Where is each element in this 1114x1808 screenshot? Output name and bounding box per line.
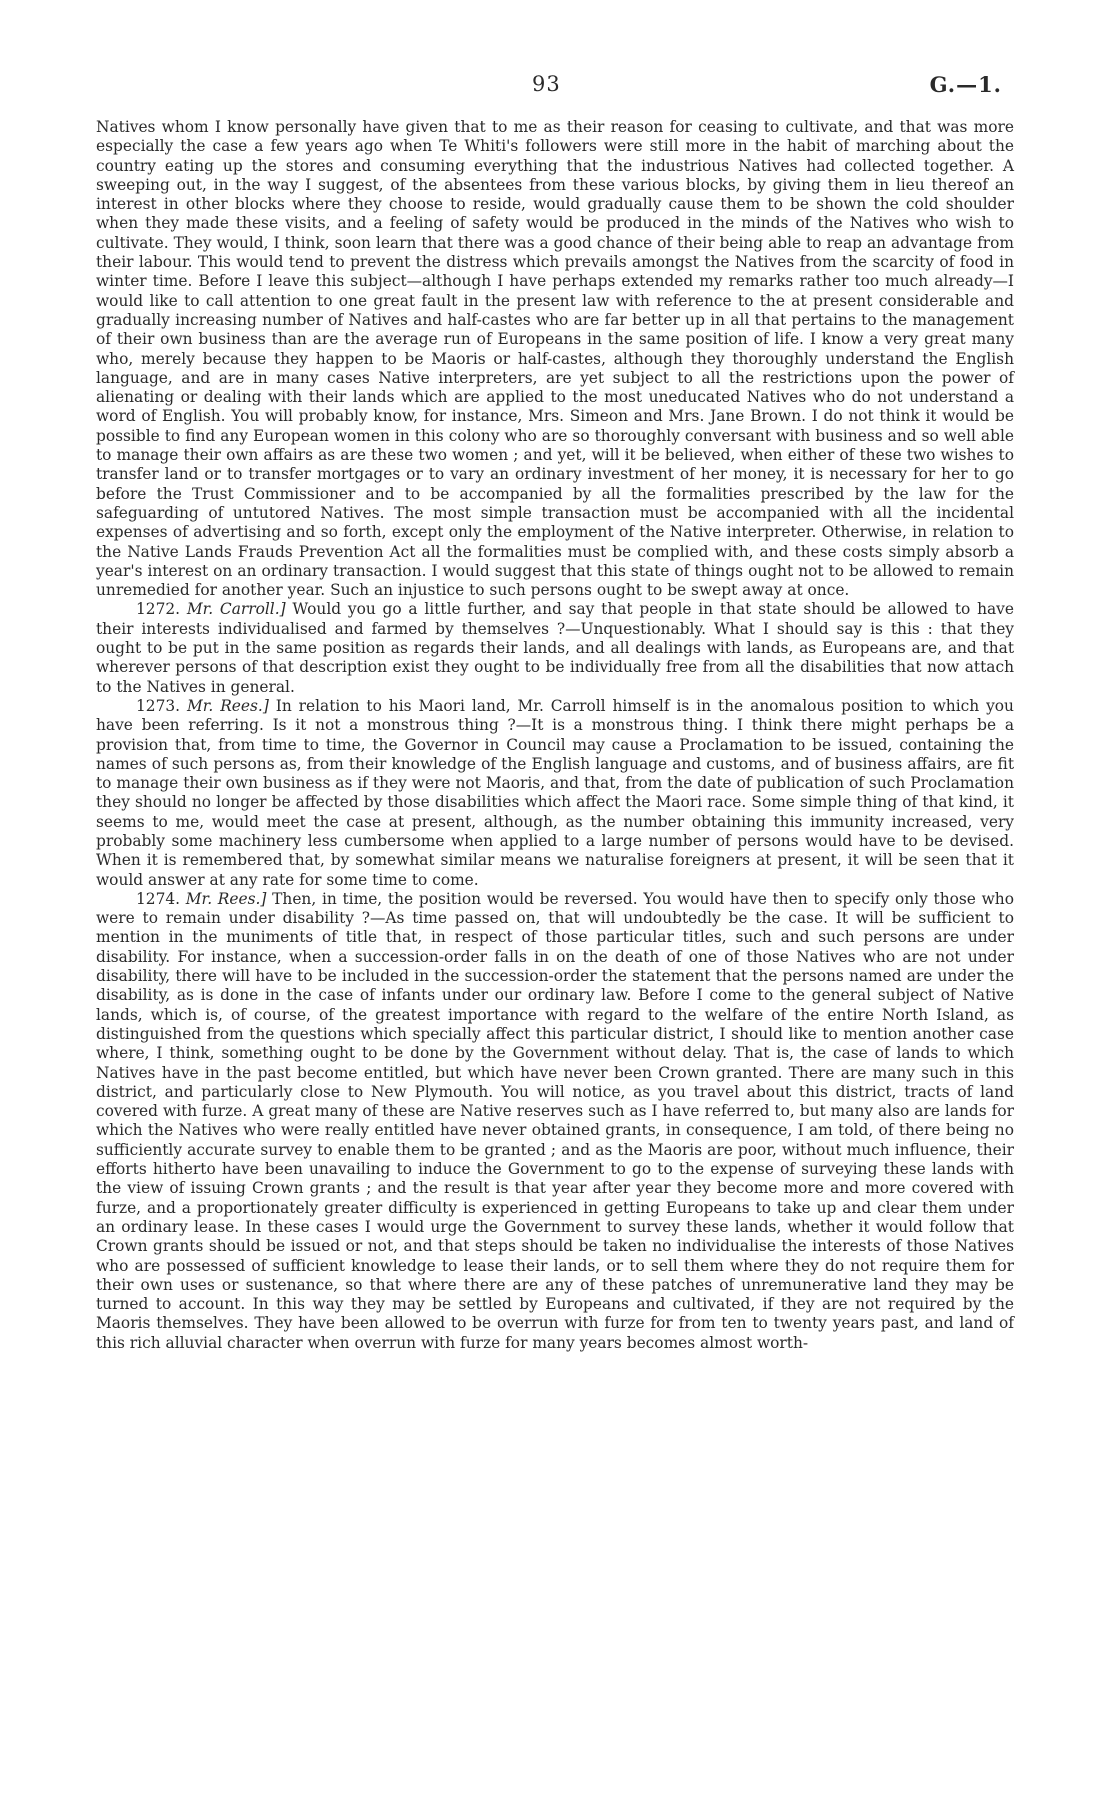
speaker-label: Mr. Carroll.] [186,600,286,619]
page-number: 93 [532,72,561,96]
paragraph-text: Then, in time, the position would be reversed. You would have then to specify only those who were to remain under disability ?—As time passed on, that will undoubtedly be the case. It will be sufficient to mention in the muniments of title that, in respect of those particular titles, such and such persons are under disability. For instance, when a succession-order falls in on the death of one of those Natives who are not under disability, there will have to be included in the succession-order the statement that the persons named are under the disability, as is done in the case of infants under our ordinary law. Before I come to the general subject of Native lands, which is, of course, of the greatest importance with regard to the welfare of the entire North Island, as distinguished from the questions which specially affect this particular district, I should like to mention another case where, I think, something ought to be done by the Government without delay. That is, the case of lands to which Natives have in the past become entitled, but which have never been Crown granted. There are many such in this district, and particularly close to New Plymouth. You will notice, as you travel about this district, tracts of land covered with furze. A great many of these are Native reserves such as I have referred to, but many also are lands for which the Natives who were really entitled have never obtained grants, in consequence, I am told, of there being no sufficiently accurate survey to enable them to be granted ; and as the Maoris are poor, without much influence, their efforts hitherto have been unavailing to induce the Government to go to the expense of surveying these lands with the view of issuing Crown grants ; and the result is that year after year they become more and more covered with furze, and a proportionately greater difficulty is experienced in getting Europeans to take up and clear them under an ordinary lease. In these cases I would urge the Government to survey these lands, whether it would follow that Crown grants should be issued or not, and that steps should be taken no individualise the interests of those Natives who are possessed of sufficient knowledge to lease their lands, or to sell them where they do not require them for their own uses or sustenance, so that where there are any of these patches of unremunerative land they may be turned to account. In this way they may be settled by Europeans and cultivated, if they are not required by the Maoris themselves. They have been allowed to be overrun with furze for from ten to twenty years past, and land of this rich alluvial character when overrun with furze for many years becomes almost worth- [96,889,1014,1352]
document-reference: G.—1. [929,72,1002,97]
paragraph-text: Natives whom I know personally have given that to me as their reason for ceasing to cultivate, and that was more especially the case a few years ago when Te Whiti's followers were still more in the habit of marching about the country eating up the stores and consuming everything that the industrious Natives had collected together. A sweeping out, in the way I suggest, of the absentees from these various blocks, by giving them in lieu thereof an interest in other blocks where they choose to reside, would gradually cause them to be shown the cold shoulder when they made these visits, and a feeling of safety would be produced in the minds of the Natives who wish to cultivate. They would, I think, soon learn that there was a good chance of their being able to reap an advantage from their labour. This would tend to prevent the distress which prevails amongst the Natives from the scarcity of food in winter time. Before I leave this subject—although I have perhaps extended my remarks rather too much already—I would like to call attention to one great fault in the present law with reference to the at present considerable and gradually increasing number of Natives and half-castes who are far better up in all that pertains to the management of their own business than are the average run of Europeans in the same position of life. I know a very great many who, merely because they happen to be Maoris or half-castes, although they thoroughly understand the English language, and are in many cases Native interpreters, are yet subject to all the restrictions upon the power of alienating or dealing with their lands which are applied to the most uneducated Natives who do not understand a word of English. You will probably know, for instance, Mrs. Simeon and Mrs. Jane Brown. I do not think it would be possible to find any European women in this colony who are so thoroughly conversant with business and so well able to manage their own affairs as are these two women ; and yet, will it be believed, when either of these two wishes to transfer land or to transfer mortgages or to vary an ordinary investment of her money, it is necessary for her to go before the Trust Commissioner and to be accompanied by all the formalities prescribed by the law for the safeguarding of untutored Natives. The most simple transaction must be accompanied with all the incidental expenses of advertising and so forth, except only the employment of the Native interpreter. Otherwise, in relation to the Native Lands Frauds Prevention Act all the formalities must be complied with, and these costs simply absorb a year's interest on an ordinary transaction. I would suggest that this state of things ought not to be allowed to remain unremedied for another year. Such an injustice to such persons ought to be swept away at once. [96,118,1014,600]
paragraph-text: Would you go a little further, and say that people in that state should be allowed to have their interests individualised and farmed by themselves ?—Unquestionably. What I should say is this : that they ought to be put in the same position as regards their lands, and all dealings with lands, as Europeans are, and that wherever persons of that description exist they ought to be individually free from all the disabilities that now attach to the Natives in general. [96,600,1014,696]
paragraph-text: In relation to his Maori land, Mr. Carroll himself is in the anomalous position to which you have been referring. Is it not a monstrous thing ?—It is a monstrous thing. I think there might perhaps be a provision that, from time to time, the Governor in Council may cause a Proclamation to be issued, containing the names of such persons as, from their knowledge of the English language and customs, and of business affairs, are fit to manage their own business as if they were not Maoris, and that, from the date of publication of such Proclamation they should no longer be affected by those disabilities which affect the Maori race. Some simple thing of that kind, it seems to me, would meet the case at present, although, as the number obtaining this immunity increased, very probably some machinery less cumbersome when applied to a large number of persons would have to be devised. When it is remembered that, by somewhat similar means we naturalise foreigners at present, it will be seen that it would answer at any rate for some time to come. [96,696,1014,889]
body-text [96,118,1014,1353]
paragraph-continuation [96,118,1014,600]
speaker-label: Mr. Rees.] [186,696,269,715]
paragraph-1272 [96,600,1014,696]
question-number: 1272. [136,600,181,619]
speaker-label: Mr. Rees.] [185,889,267,908]
paragraph-1274 [96,890,1014,1353]
question-number: 1273. [136,696,181,715]
page-header [0,72,1114,102]
question-number: 1274. [136,889,181,908]
paragraph-1273 [96,697,1014,890]
